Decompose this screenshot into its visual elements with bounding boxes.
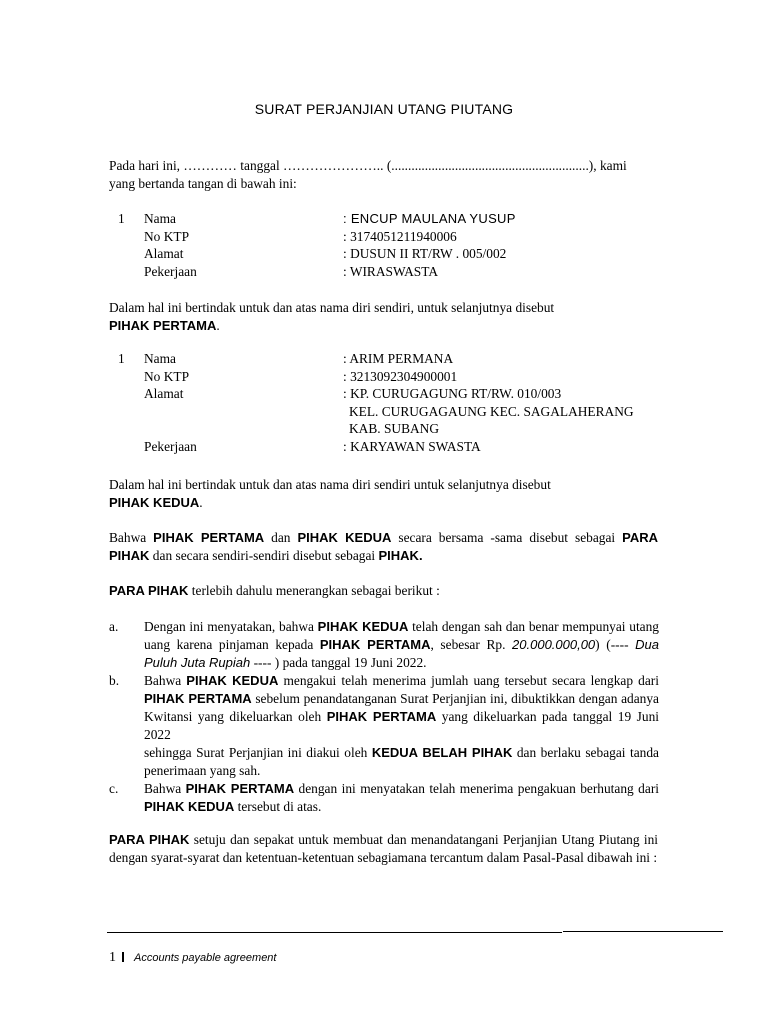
agreement-text: setuju dan sepakat untuk membuat dan menandatangani Perjanjian Utang Piutang ini dengan syarat-syarat dan ketentuan-ketentuan sebagiamana tercantum dalam Pasal-Pasal dibawah ini : bbox=[109, 832, 658, 865]
name-label: Nama bbox=[144, 211, 176, 226]
item-text: yang dikeluarkan pada tanggal 19 Juni 2022 bbox=[144, 709, 659, 742]
item-text: ---- ) pada tanggal 19 Juni 2022. bbox=[250, 655, 427, 670]
item-text: Dengan ini menyatakan, bahwa bbox=[144, 619, 318, 634]
party-two-term: PIHAK KEDUA bbox=[109, 495, 200, 510]
item-text: telah dengan sah dan benar mempunyai utang uang karena pinjaman kepada bbox=[144, 619, 660, 652]
party-two-address-line-2: KEL. CURUGAGAUNG KEC. SAGALAHERANG bbox=[349, 403, 634, 419]
party-two-clause-text: Dalam hal ini bertindak untuk dan atas nama diri sendiri untuk selanjutnya disebut bbox=[109, 477, 551, 492]
party-one-address: : DUSUN II RT/RW . 005/002 bbox=[343, 246, 507, 262]
item-text: sebelum penandatanganan Surat Perjanjian ini, dibuktikkan dengan adanya Kwitansi yang dikeluarkan oleh bbox=[144, 691, 659, 724]
job-label: Pekerjaan bbox=[144, 263, 197, 279]
intro-paragraph bbox=[109, 157, 658, 193]
kedua-belah-pihak-term: KEDUA BELAH PIHAK bbox=[371, 745, 513, 760]
party-two-clause bbox=[109, 476, 658, 512]
document-title: SURAT PERJANJIAN UTANG PIUTANG bbox=[254, 101, 514, 117]
party-one-term: PIHAK PERTAMA bbox=[109, 318, 217, 333]
item-text: mengakui telah menerima jumlah uang tersebut secara lengkap dari bbox=[278, 673, 659, 688]
party-one-job: : WIRASWASTA bbox=[343, 263, 439, 279]
para-pihak-term: PARA PIHAK bbox=[109, 832, 190, 847]
para-pihak-term: PARA PIHAK bbox=[109, 530, 658, 563]
list-marker: b. bbox=[109, 673, 120, 688]
item-text: ) (---- bbox=[595, 637, 636, 652]
pihak-kedua-term: PIHAK KEDUA bbox=[144, 799, 235, 814]
party-one-details bbox=[109, 210, 669, 280]
party-two-name-row bbox=[109, 350, 669, 368]
statements-list bbox=[109, 618, 659, 816]
party-two-number: 1 bbox=[118, 351, 125, 366]
para-pihak-intro bbox=[109, 582, 658, 600]
item-text: Bahwa bbox=[144, 673, 187, 688]
list-marker: a. bbox=[109, 619, 119, 634]
party-two-job: : KARYAWAN SWASTA bbox=[343, 438, 481, 454]
party-two-address: : KP. CURUGAGUNG RT/RW. 010/003 bbox=[343, 386, 562, 402]
pihak-pertama-term: PIHAK PERTAMA bbox=[185, 781, 295, 796]
party-one-clause-end: . bbox=[216, 318, 220, 333]
pihak-kedua-term: PIHAK KEDUA bbox=[317, 619, 409, 634]
party-one-job-row bbox=[109, 263, 669, 281]
item-text: sehingga Surat Perjanjian ini diakui oleh bbox=[144, 745, 372, 760]
list-marker: c. bbox=[109, 781, 119, 796]
party-two-address-line-3: KAB. SUBANG bbox=[349, 421, 440, 437]
party-one-name-row bbox=[109, 210, 669, 228]
item-text: Bahwa bbox=[144, 781, 186, 796]
party-two-job-row bbox=[109, 438, 669, 456]
pihak-pertama-term: PIHAK PERTAMA bbox=[153, 530, 265, 545]
party-two-address-row bbox=[109, 385, 669, 403]
party-two-ktp-row bbox=[109, 368, 669, 386]
ktp-label: No KTP bbox=[144, 228, 190, 244]
intro-line-1: Pada hari ini, ………… tanggal ………………….. (...........................................................), kami bbox=[109, 158, 627, 173]
item-text: , sebesar Rp. bbox=[430, 637, 513, 652]
pihak-pertama-term: PIHAK PERTAMA bbox=[326, 709, 437, 724]
list-item-a bbox=[109, 618, 659, 672]
page-footer bbox=[109, 949, 276, 966]
party-two-address-row-3 bbox=[109, 420, 669, 438]
page-number: 1 bbox=[109, 950, 116, 965]
party-one-ktp: : 3174051211940006 bbox=[343, 228, 457, 244]
para-intro-text: terlebih dahulu menerangkan sebagai berikut : bbox=[188, 583, 440, 598]
loan-amount-words: Dua Puluh Juta Rupiah bbox=[144, 637, 659, 670]
together-text: Bahwa bbox=[109, 530, 154, 545]
together-text: dan secara sendiri-sendiri disebut sebagai bbox=[149, 548, 379, 563]
party-one-ktp-row bbox=[109, 228, 669, 246]
pihak-term: PIHAK. bbox=[378, 548, 423, 563]
pihak-pertama-term: PIHAK PERTAMA bbox=[144, 691, 252, 706]
name-label: Nama bbox=[144, 351, 176, 366]
together-text: dan bbox=[264, 530, 298, 545]
party-two-ktp: : 3213092304900001 bbox=[343, 368, 458, 384]
pihak-pertama-term: PIHAK PERTAMA bbox=[319, 637, 431, 652]
party-two-name: : ARIM PERMANA bbox=[343, 351, 454, 366]
together-text: secara bersama -sama disebut sebagai bbox=[391, 530, 623, 545]
party-one-address-row bbox=[109, 245, 669, 263]
address-label: Alamat bbox=[144, 386, 184, 402]
loan-amount: 20.000.000,00 bbox=[512, 637, 596, 652]
footer-rule bbox=[107, 932, 562, 933]
item-text: dengan ini menyatakan telah menerima pengakuan berhutang dari bbox=[294, 781, 659, 796]
pihak-kedua-term: PIHAK KEDUA bbox=[186, 673, 279, 688]
address-label: Alamat bbox=[144, 246, 184, 262]
item-text: tersebut di atas. bbox=[234, 799, 322, 814]
party-two-details bbox=[109, 350, 669, 456]
list-item-b bbox=[109, 672, 659, 780]
party-one-number: 1 bbox=[118, 211, 125, 226]
pihak-kedua-term: PIHAK KEDUA bbox=[297, 530, 392, 545]
job-label: Pekerjaan bbox=[144, 438, 197, 454]
footer-separator bbox=[122, 952, 124, 962]
agreement-paragraph bbox=[109, 831, 658, 867]
footer-rule-right bbox=[563, 931, 723, 932]
footer-text: Accounts payable agreement bbox=[134, 952, 277, 964]
together-paragraph bbox=[109, 529, 658, 565]
party-one-clause-text: Dalam hal ini bertindak untuk dan atas nama diri sendiri, untuk selanjutnya disebut bbox=[109, 300, 555, 315]
party-two-clause-end: . bbox=[199, 495, 203, 510]
item-text: dan berlaku sebagai tanda penerimaan yang sah. bbox=[144, 745, 659, 778]
party-one-name: : ENCUP MAULANA YUSUP bbox=[343, 211, 516, 226]
party-one-clause bbox=[109, 299, 658, 335]
ktp-label: No KTP bbox=[144, 368, 190, 384]
intro-line-2: yang bertanda tangan di bawah ini: bbox=[109, 176, 297, 191]
party-two-address-row-2 bbox=[109, 403, 669, 421]
list-item-c bbox=[109, 780, 659, 816]
para-pihak-term: PARA PIHAK bbox=[109, 583, 189, 598]
